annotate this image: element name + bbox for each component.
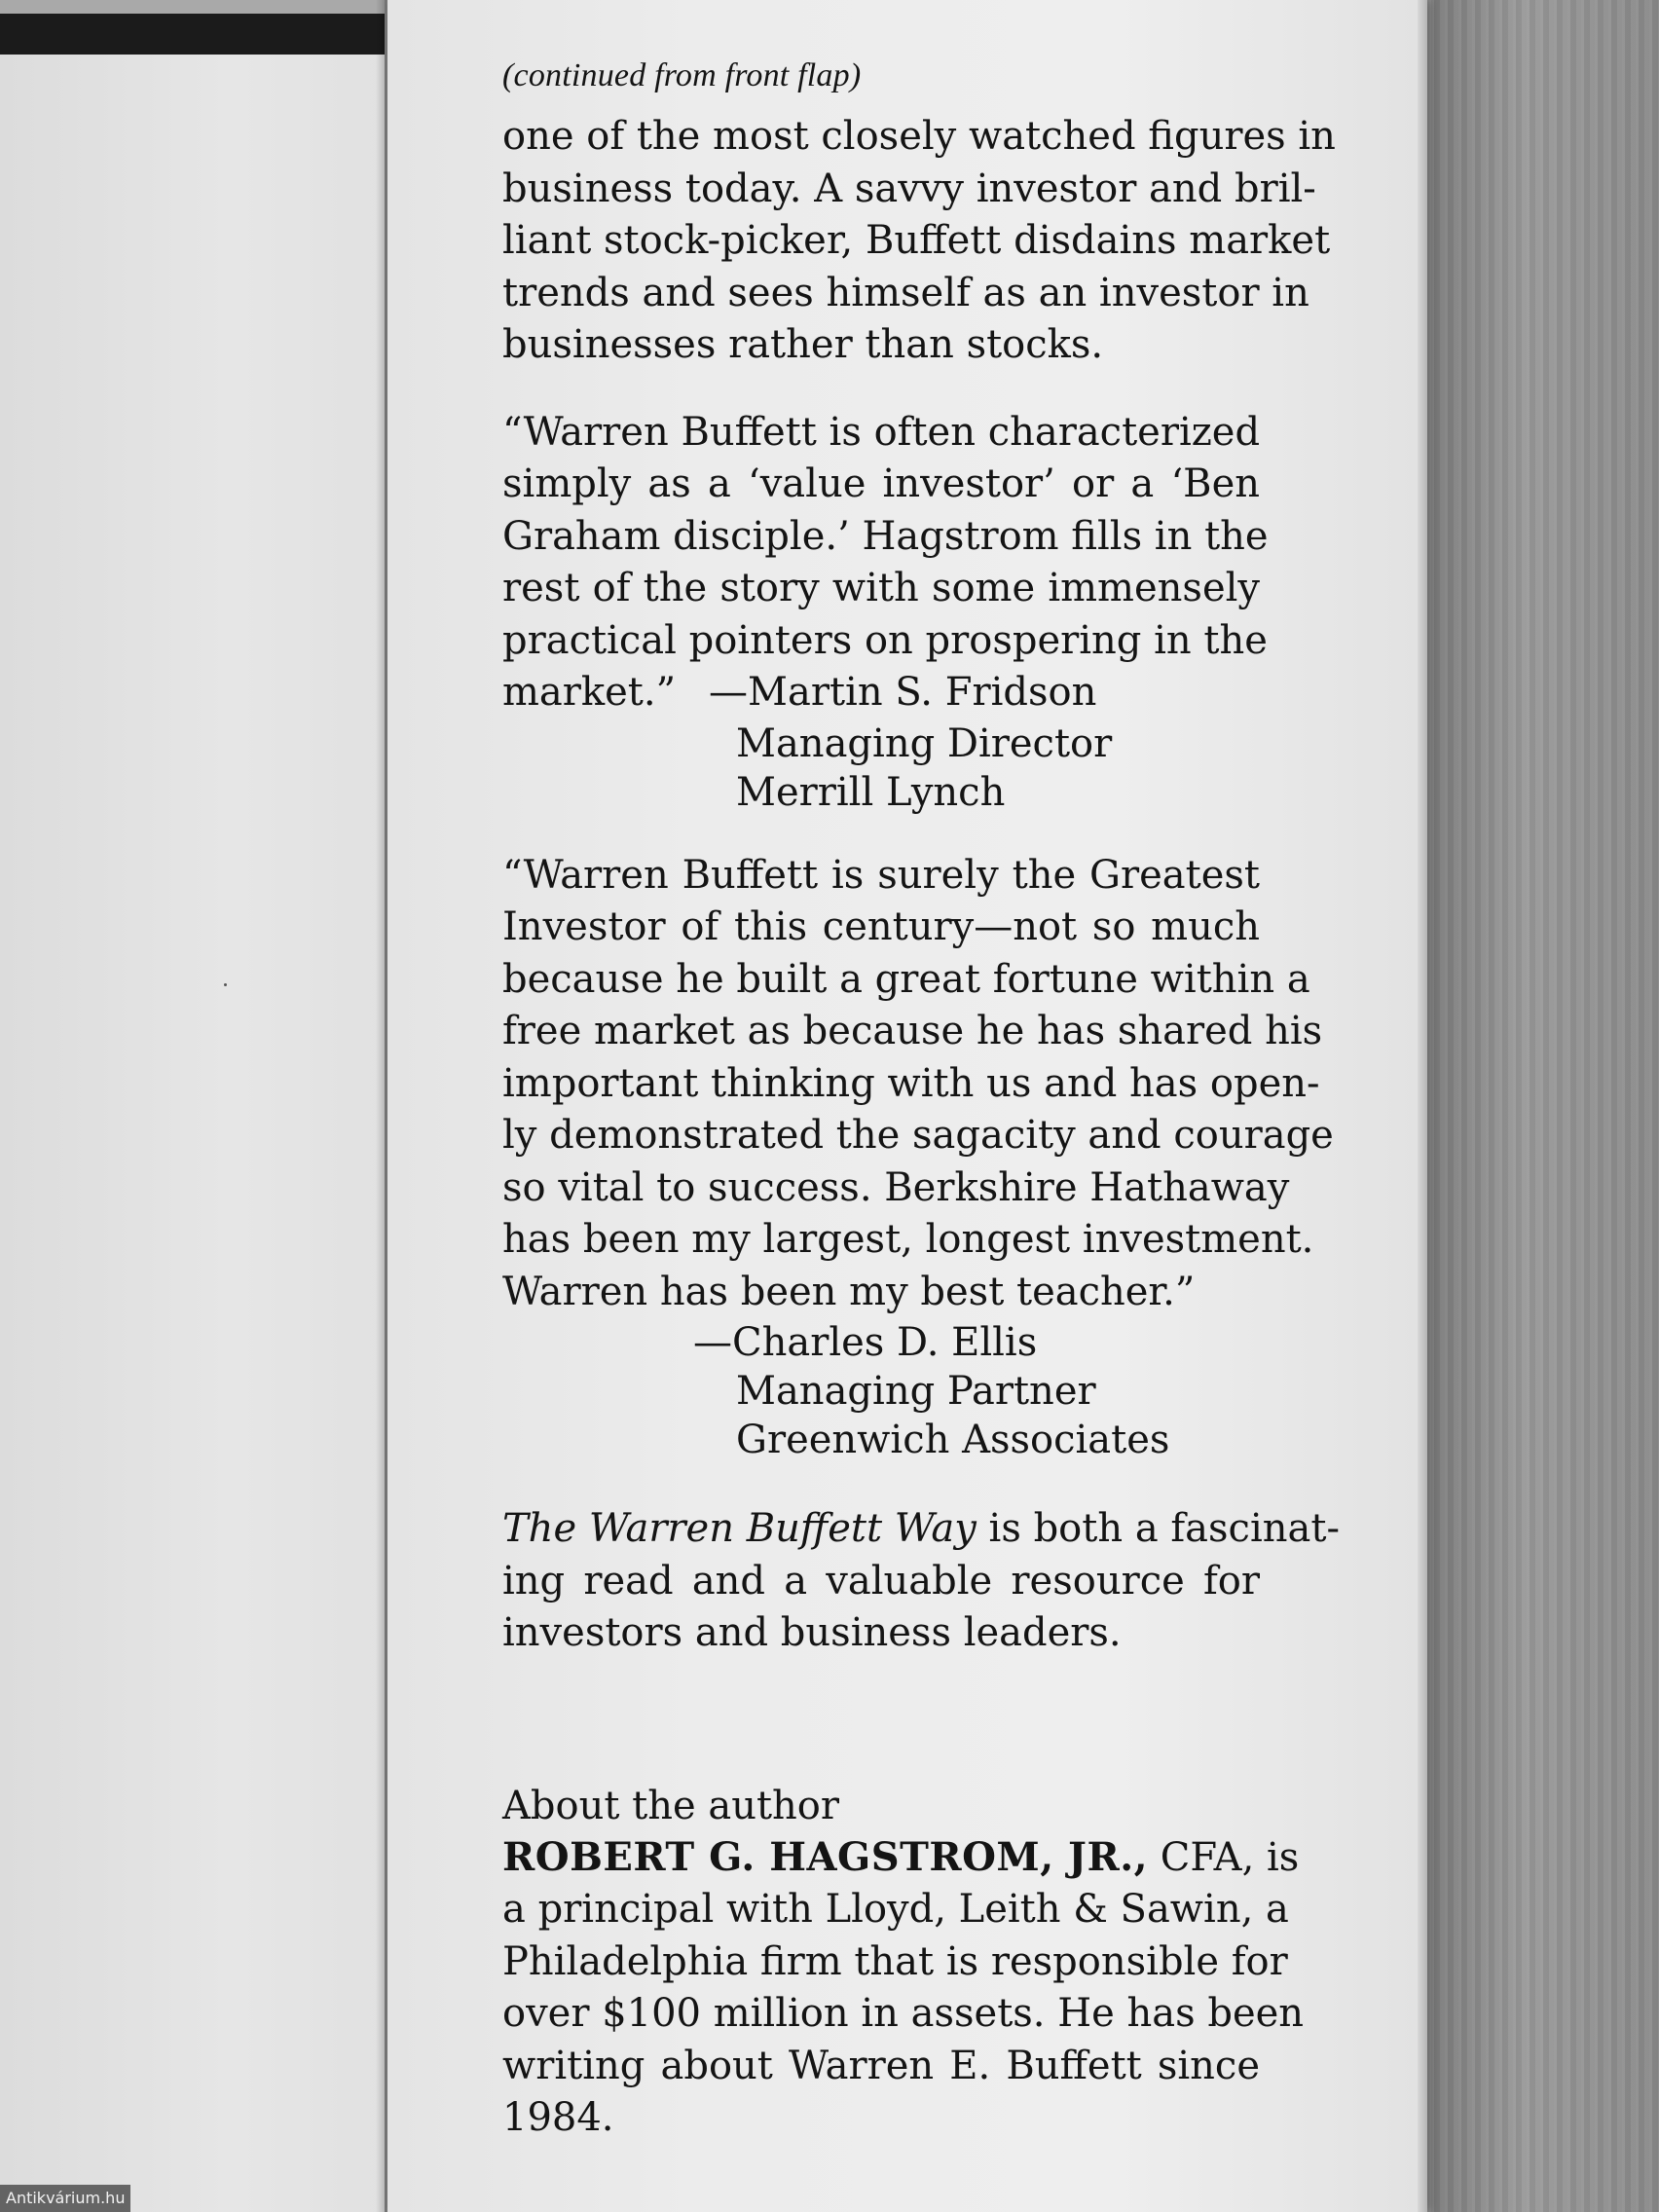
text-line: a principal with Lloyd, Leith & Sawin, a [502, 1887, 1289, 1932]
text-line: trends and sees himself as an investor in [502, 270, 1309, 315]
text-line: “Warren Buffett is often characterized [502, 409, 1261, 455]
text-line: ly demonstrated the sagacity and courage [502, 1113, 1334, 1158]
text-line [502, 1831, 1300, 1885]
text-line: business today. A savvy investor and bril- [502, 166, 1316, 211]
text-line: market.” [502, 670, 677, 715]
text-line: businesses rather than stocks. [502, 322, 1104, 367]
text-line: Warren has been my best teacher.” [502, 1269, 1196, 1314]
text-line: because he built a great fortune within a [502, 956, 1310, 1002]
text-line: ing read and a valuable resource for [502, 1558, 1260, 1604]
attribution-title: Managing Director [736, 720, 1113, 766]
text-line: “Warren Buffett is surely the Greatest [502, 852, 1260, 898]
intro-paragraph [502, 111, 1336, 372]
about-heading: About the author [502, 1783, 839, 1828]
text-fragment: is both a fascinat- [976, 1506, 1340, 1551]
text-line: rest of the story with some immensely [502, 566, 1260, 610]
text-line: writing about Warren E. Buffett since [502, 2043, 1260, 2088]
attribution-company: Greenwich Associates [736, 1418, 1170, 1462]
text-line: investors and business leaders. [502, 1610, 1122, 1655]
text-line: Philadelphia firm that is responsible for [502, 1938, 1288, 1984]
about-author [502, 1781, 1305, 2145]
quote-ellis [502, 850, 1334, 1465]
inside-back-cover [0, 0, 385, 2212]
speck [224, 983, 227, 986]
text-line: free market as because he has shared his [502, 1009, 1323, 1053]
text-line: practical pointers on prospering in the [502, 617, 1268, 663]
text-line: Graham disciple.’ Hagstrom fills in the [502, 513, 1269, 559]
background-surface [1431, 0, 1659, 2212]
book-title: The Warren Buffett Way [502, 1506, 977, 1551]
text-line: has been my largest, longest investment. [502, 1217, 1314, 1262]
text-line: 1984. [502, 2095, 614, 2140]
quote-last-line [502, 667, 1260, 719]
flap-text-column [502, 51, 1340, 2145]
text-line: so vital to success. Berkshire Hathaway [502, 1164, 1290, 1210]
watermark: Antikvárium.hu [0, 2185, 130, 2212]
text-line: simply as a ‘value investor’ or a ‘Ben [502, 461, 1260, 506]
black-bar [0, 14, 385, 55]
text-line: over $100 million in assets. He has been [502, 1991, 1305, 2036]
quote-fridson [502, 407, 1269, 817]
text-fragment: CFA, is [1148, 1834, 1300, 1880]
text-line: Investor of this century—not so much [502, 904, 1260, 949]
author-name: ROBERT G. HAGSTROM, JR., [502, 1833, 1149, 1880]
text-line: important thinking with us and has open- [502, 1060, 1320, 1106]
top-band [0, 0, 385, 14]
attribution-name: —Martin S. Fridson [709, 670, 1097, 715]
attribution-title: Managing Partner [736, 1369, 1096, 1414]
attribution-company: Merrill Lynch [736, 769, 1006, 815]
text-line: liant stock-picker, Buffett disdains market [502, 218, 1331, 263]
flap-edge [1418, 0, 1427, 2212]
text-line: one of the most closely watched figures in [502, 114, 1336, 159]
text-line [502, 1503, 1340, 1556]
closing-paragraph [502, 1503, 1340, 1660]
attribution-name: —Charles D. Ellis [693, 1320, 1038, 1365]
continued-note: (continued from front flap) [502, 57, 862, 93]
